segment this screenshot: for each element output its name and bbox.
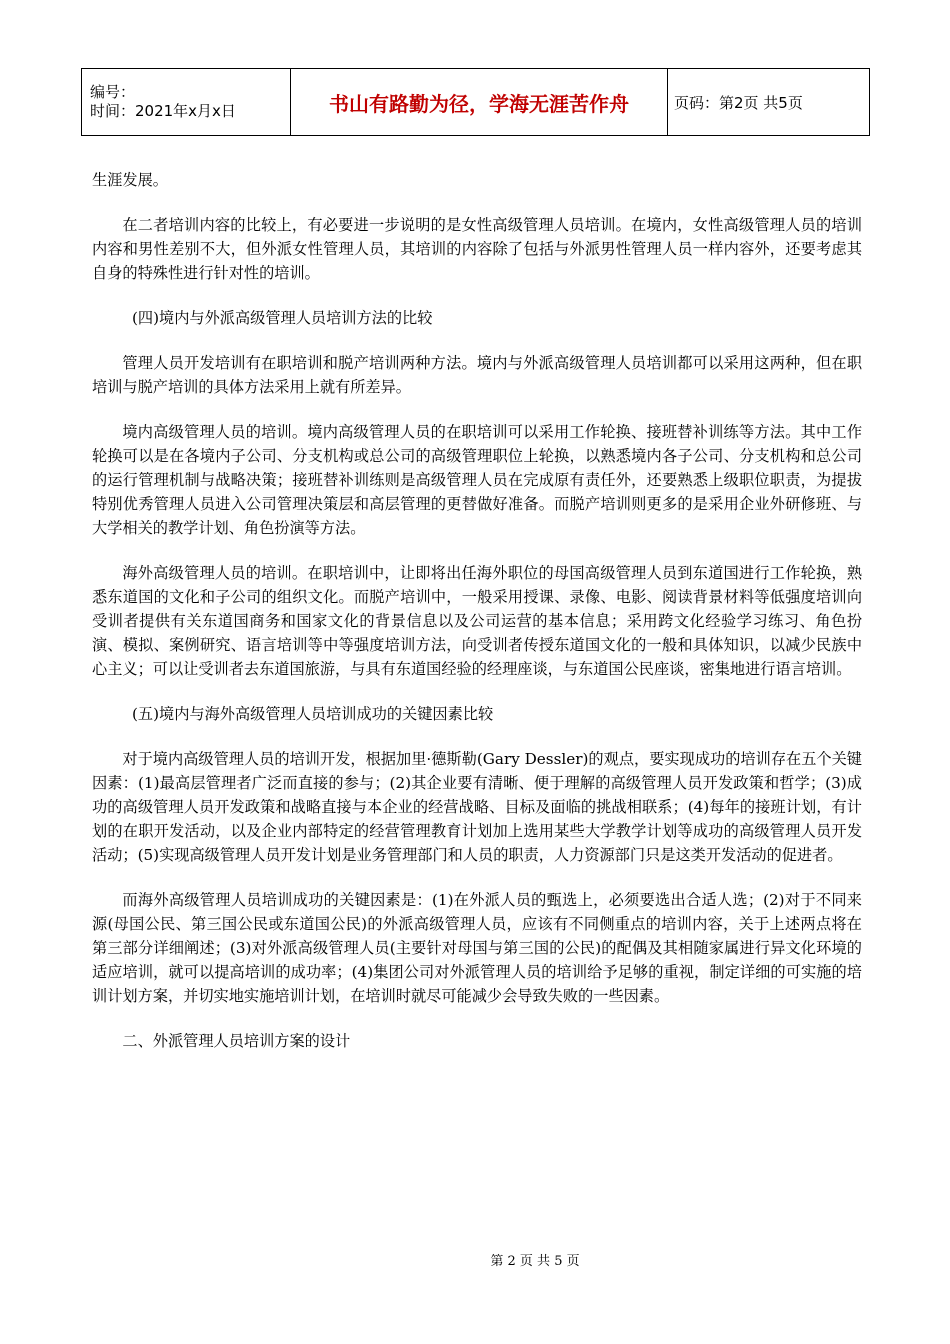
time-label: 时间：2021年x月x日 [90, 102, 236, 120]
section-heading: (四)境内与外派高级管理人员培训方法的比较 [132, 309, 433, 327]
section-heading: 二、外派管理人员培训方案的设计 [122, 1032, 351, 1050]
page-label: 页码：第2页 共5页 [668, 69, 870, 136]
number-label: 编号： [90, 83, 136, 101]
paragraph: 管理人员开发培训有在职培训和脱产培训两种方法。境内与外派高级管理人员培训都可以采用这两种，但在职培训与脱产培训的具体方法采用上就有所差异。 [92, 354, 862, 396]
page-footer: 第 2 页 共 5 页 [490, 1254, 580, 1269]
paragraph: 而海外高级管理人员培训成功的关键因素是：(1)在外派人员的甄选上，必须要选出合适人选；(2)对于不同来源(母国公民、第三国公民或东道国公民)的外派高级管理人员，应该有不同侧重点的培训内容，关于上述两点将在第三部分详细阐述；(3)对外派高级管理人员(主要针对母国与第三国的公民)的配偶及其相随家属进行异文化环境的适应培训，就可以提高培训的成功率；(4)集团公司对外派管理人员的培训给予足够的重视，制定详细的可实施的培训计划方案，并切实地实施培训计划，在培训时就尽可能减少会导致失败的一些因素。 [92, 891, 862, 1005]
paragraph: 对于境内高级管理人员的培训开发，根据加里·德斯勒(Gary Dessler)的观点，要实现成功的培训存在五个关键因素：(1)最高层管理者广泛而直接的参与；(2)其企业要有清晰、便于理解的高级管理人员开发政策和哲学；(3)成功的高级管理人员开发政策和战略直接与本企业的经营战略、目标及面临的挑战相联系；(4)每年的接班计划，有计划的在职开发活动，以及企业内部特定的经营管理教育计划加上选用某些大学教学计划等成功的高级管理人员开发活动；(5)实现高级管理人员开发计划是业务管理部门和人员的职责，人力资源部门只是这类开发活动的促进者。 [92, 750, 862, 864]
header-left-cell [82, 69, 291, 136]
paragraph: 海外高级管理人员的培训。在职培训中，让即将出任海外职位的母国高级管理人员到东道国进行工作轮换，熟悉东道国的文化和子公司的组织文化。而脱产培训中，一般采用授课、录像、电影、阅读背景材料等低强度培训向受训者提供有关东道国商务和国家文化的背景信息以及公司运营的基本信息；采用跨文化经验学习练习、角色扮演、模拟、案例研究、语言培训等中等强度培训方法，向受训者传授东道国文化的一般和具体知识，以减少民族中心主义；可以让受训者去东道国旅游，与具有东道国经验的经理座谈，与东道国公民座谈，密集地进行语言培训。 [92, 564, 862, 678]
document-body [92, 168, 862, 1074]
paragraph: 生涯发展。 [92, 171, 168, 189]
motto: 书山有路勤为径，学海无涯苦作舟 [291, 69, 668, 136]
paragraph: 在二者培训内容的比较上，有必要进一步说明的是女性高级管理人员培训。在境内，女性高级管理人员的培训内容和男性差别不大，但外派女性管理人员，其培训的内容除了包括与外派男性管理人员一样内容外，还要考虑其自身的特殊性进行针对性的培训。 [92, 216, 862, 282]
paragraph: 境内高级管理人员的培训。境内高级管理人员的在职培训可以采用工作轮换、接班替补训练等方法。其中工作轮换可以是在各境内子公司、分支机构或总公司的高级管理职位上轮换，以熟悉境内各子公司、分支机构和总公司的运行管理机制与战略决策；接班替补训练则是高级管理人员在完成原有责任外，还要熟悉上级职位职责，为提拔特别优秀管理人员进入公司管理决策层和高层管理的更替做好准备。而脱产培训则更多的是采用企业外研修班、与大学相关的教学计划、角色扮演等方法。 [92, 423, 862, 537]
header-table [81, 68, 870, 136]
section-heading: (五)境内与海外高级管理人员培训成功的关键因素比较 [132, 705, 494, 723]
